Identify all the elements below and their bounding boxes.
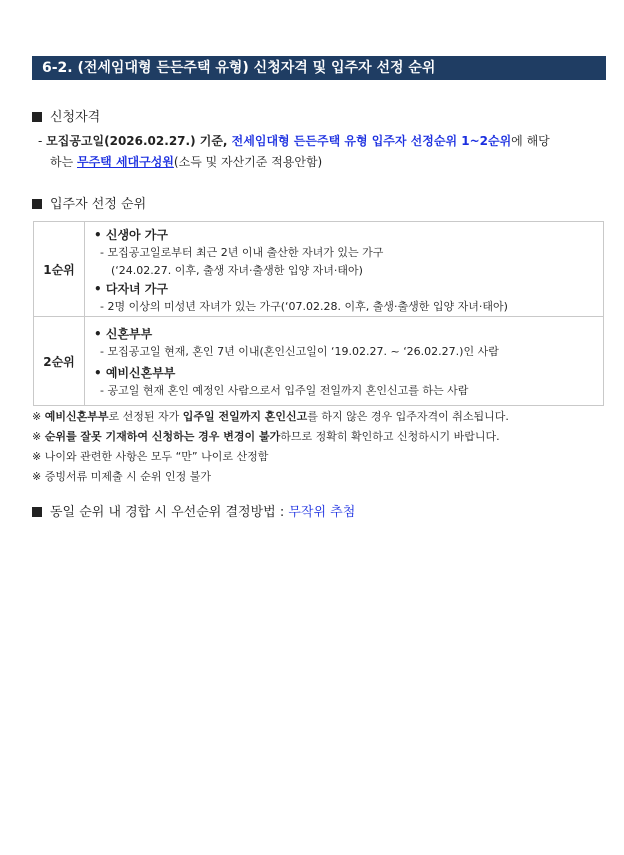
- square-bullet-icon: [32, 507, 42, 517]
- table-row-rank1: [34, 222, 604, 317]
- tie-break-label: 동일 순위 내 경합 시 우선순위 결정방법 :: [50, 505, 289, 520]
- qual-line2-suffix: (소득 및 자산기준 적용안함): [173, 155, 323, 169]
- tie-break-value: 무작위 추첨: [288, 505, 356, 520]
- qual-date-text: 모집공고일(2026.02.27.) 기준,: [46, 134, 232, 148]
- note-1: [32, 408, 509, 424]
- rank1-multichild-desc: - 2명 이상의 미성년 자녀가 있는 가구(‘07.02.28. 이후, 출생·출생한 입양 자녀·태아): [100, 300, 508, 313]
- square-bullet-icon: [32, 199, 42, 209]
- note-4: ※ 증빙서류 미제출 시 순위 인정 불가: [32, 470, 211, 483]
- qualification-heading-text: 신청자격: [50, 110, 101, 125]
- note1-text-b: 를 하지 않은 경우 입주자격이 취소됩니다.: [307, 410, 509, 423]
- qualification-line-2: [50, 153, 322, 170]
- rank1-content: [85, 222, 604, 317]
- section-title-banner: 6-2. (전세임대형 든든주택 유형) 신청자격 및 입주자 선정 순위: [32, 56, 606, 80]
- qual-rank-text: 전세임대형 든든주택 유형 입주자 선정순위 1~2순위: [231, 134, 512, 148]
- note1-text-a: 로 선정된 자가: [108, 410, 183, 423]
- rank2-label: 2순위: [34, 317, 85, 406]
- note1-bold-b: 입주일 전일까지 혼인신고: [182, 410, 308, 423]
- note2-text: 하므로 정확히 확인하고 신청하시기 바랍니다.: [280, 430, 500, 443]
- table-row-rank2: [34, 317, 604, 406]
- ranking-table: [33, 221, 604, 406]
- dash-marker: -: [38, 134, 47, 148]
- rank1-label: 1순위: [34, 222, 85, 317]
- rank2-bullet-newlywed: • 신혼부부: [94, 327, 153, 341]
- rank1-newborn-desc: - 모집공고일로부터 최근 2년 이내 출산한 자녀가 있는 가구: [100, 246, 384, 259]
- qual-household-text: 무주택 세대구성원: [77, 155, 174, 169]
- ranking-heading: [32, 193, 146, 212]
- qualification-line-1: [38, 132, 550, 149]
- note-3: ※ 나이와 관련한 사항은 모두 “만” 나이로 산정함: [32, 450, 269, 463]
- rank2-bullet-prenewlywed: • 예비신혼부부: [94, 366, 176, 380]
- rank2-newlywed-desc: - 모집공고일 현재, 혼인 7년 이내(혼인신고일이 ‘19.02.27. ~ ‘26.02.27.)인 사람: [100, 345, 499, 358]
- note1-bold-a: 예비신혼부부: [44, 410, 109, 423]
- rank1-bullet-newborn: • 신생아 가구: [94, 228, 168, 242]
- qual-tail-text: 에 해당: [511, 134, 550, 148]
- rank1-bullet-multichild: • 다자녀 가구: [94, 282, 168, 296]
- note-mark: ※: [32, 410, 45, 423]
- rank1-newborn-detail: (‘24.02.27. 이후, 출생 자녀·출생한 입양 자녀·태아): [111, 264, 363, 277]
- tie-break-heading: [32, 501, 355, 520]
- qual-line2-prefix: 하는: [50, 155, 77, 169]
- note-2: [32, 428, 500, 444]
- note-mark: ※: [32, 430, 45, 443]
- square-bullet-icon: [32, 112, 42, 122]
- rank2-prenewlywed-desc: - 공고일 현재 혼인 예정인 사람으로서 입주일 전일까지 혼인신고를 하는 사람: [100, 384, 469, 397]
- qualification-heading: [32, 106, 100, 125]
- note2-bold: 순위를 잘못 기재하여 신청하는 경우 변경이 불가: [44, 430, 281, 443]
- ranking-heading-text: 입주자 선정 순위: [50, 197, 147, 212]
- rank2-content: [85, 317, 604, 406]
